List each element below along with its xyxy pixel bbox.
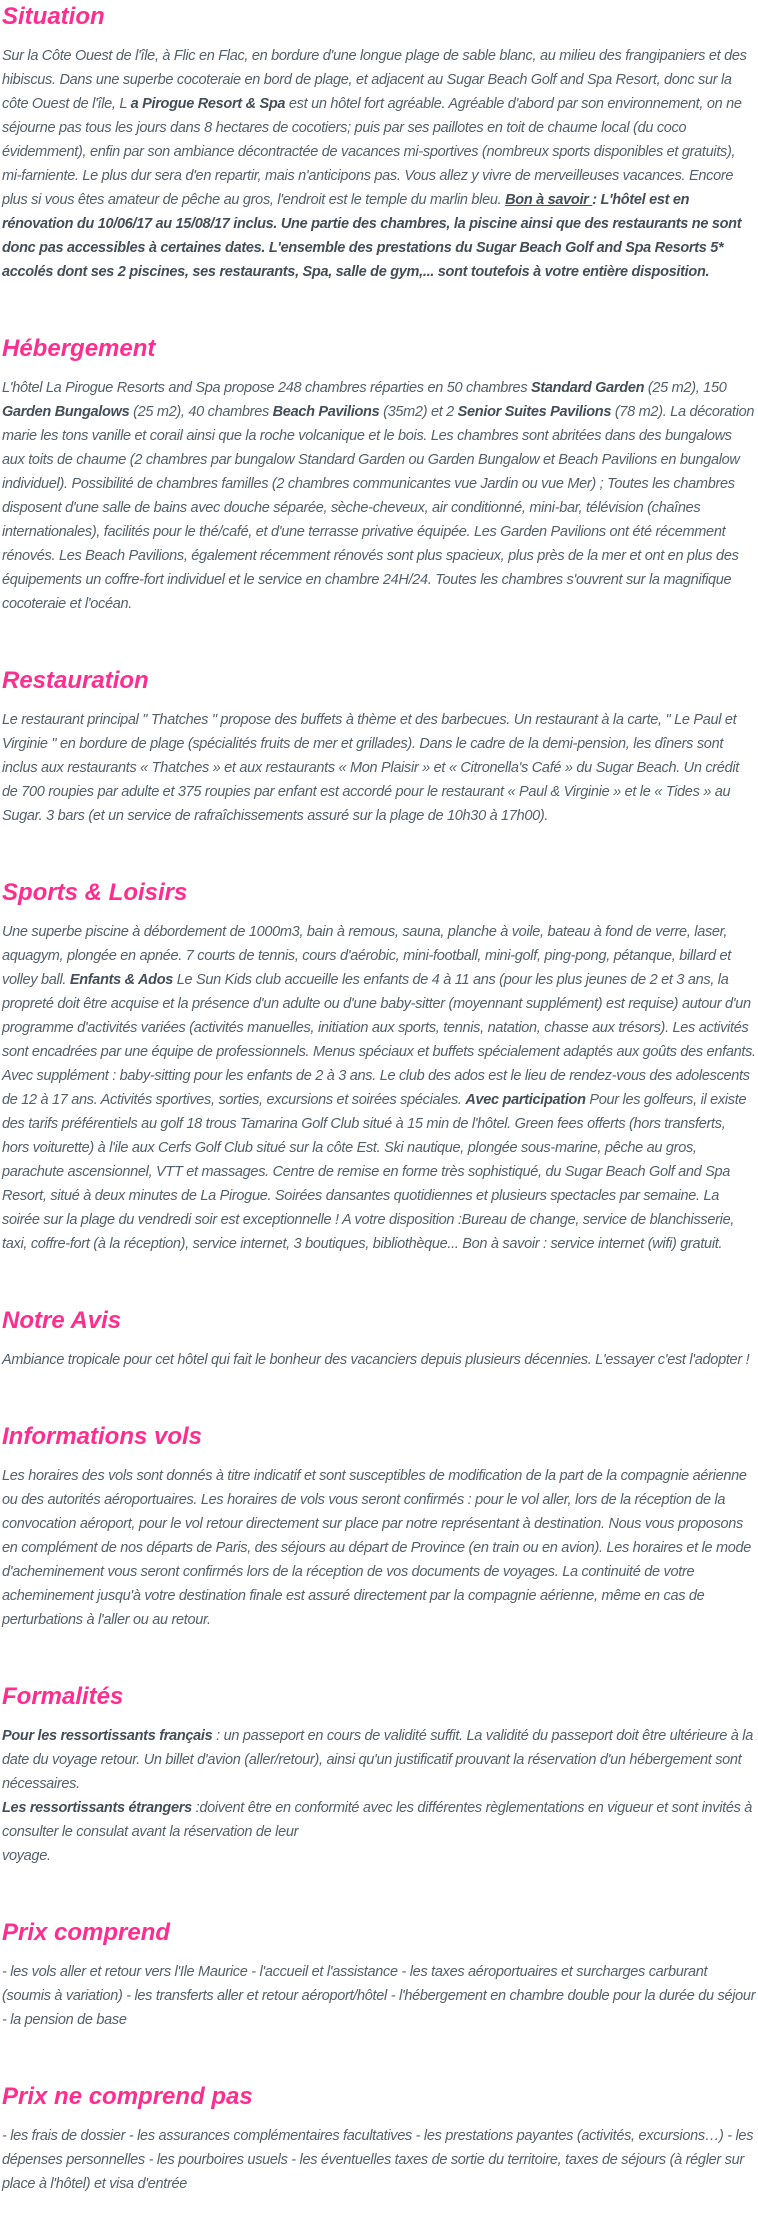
text-run: Le restaurant principal " Thatches " propose des buffets à thème et des barbecues. Un restaurant à la carte, " Le Paul et Virginie " en bordure de plage (spécialités fruits de mer et grillades). Dans le cadre de la demi-pension, les dîners sont inclus aux restaurants « Thatches » et aux restaurants « Mon Plaisir » et « Citronella's Café » du Sugar Beach. Un crédit de 700 roupies par adulte et 375 roupies par enfant est accordé pour le restaurant « Paul & Virginie » et le « Tides » au Sugar. 3 bars (et un service de rafraîchissements assuré sur la plage de 10h30 à 17h00). [2, 712, 739, 824]
section-heading-notre-avis: Notre Avis [2, 1307, 122, 1334]
section-heading-situation: Situation [2, 3, 105, 30]
paragraph [2, 1464, 756, 1632]
text-run: :doivent être en conformité avec les différentes règlementations en vigueur et sont invités à consulter le consulat avant la réservation de leur [2, 1800, 753, 1840]
section-prix-ne-comprend-pas [2, 2084, 756, 2196]
text-run: Pour les ressortissants français [2, 1728, 213, 1744]
section-prix-comprend [2, 1920, 756, 2032]
text-run: - les vols aller et retour vers l'Ile Maurice - l'accueil et l'assistance - les taxes aéroportuaires et surcharges carburant (soumis à variation) - les transferts aller et retour aéroport/hôtel - l'hébergement en chambre double pour la durée du séjour - la pension de base [2, 1964, 756, 2028]
paragraph [2, 2124, 756, 2196]
text-run: - les frais de dossier - les assurances complémentaires facultatives - les prestations payantes (activités, excursions…) - les dépenses personnelles - les pourboires usuels - les éventuelles taxes de sortie du territoire, taxes de séjours (à régler sur place à l'hôtel) et visa d'entrée [2, 2128, 754, 2192]
paragraph [2, 376, 756, 616]
section-heading-prix-ne-comprend-pas: Prix ne comprend pas [2, 2083, 253, 2110]
text-run: Sur la Côte Ouest de l'île, à Flic en Flac, en bordure d'une longue plage de sable blanc, au milieu des frangipaniers et des hibiscus. Dans une superbe cocoteraie en bord de plage, et adjacent au Sugar Beach Golf and Spa Resort, donc sur la côte Ouest de l'île, L [2, 48, 747, 112]
text-run: Bon à savoir [505, 192, 593, 208]
section-heading-prix-comprend: Prix comprend [2, 1919, 171, 1946]
paragraph [2, 1348, 756, 1372]
paragraph [2, 1960, 756, 2032]
text-run: Garden Bungalows [2, 404, 130, 420]
text-run: Ambiance tropicale pour cet hôtel qui fait le bonheur des vacanciers depuis plusieurs décennies. L'essayer c'est l'adopter ! [2, 1352, 750, 1368]
section-restauration [2, 668, 756, 828]
section-situation [2, 4, 756, 284]
text-run: L'hôtel La Pirogue Resorts and Spa propose 248 chambres réparties en 50 chambres [2, 380, 531, 396]
text-run: Les horaires des vols sont donnés à titre indicatif et sont susceptibles de modification de la part de la compagnie aérienne ou des autorités aéroportuaires. Les horaires de vols vous seront confirmés : pour le vol aller, lors de la réception de la convocation aéroport, pour le vol retour directement sur place par notre représentant à destination. Nous vous proposons en complément de nos départs de Paris, des séjours au départ de Province (en train ou en avion). Les horaires et le mode d'acheminement vous seront confirmés lors de la réception de vos documents de voyages. La continuité de votre acheminement jusqu'à votre destination finale est assuré directement par la compagnie aérienne, même en cas de perturbations à l'aller ou au retour. [2, 1468, 752, 1628]
text-run: Senior Suites Pavilions [457, 404, 612, 420]
text-run: (35m2) et 2 [379, 404, 458, 420]
section-formalites [2, 1684, 756, 1868]
text-run: Une superbe piscine à débordement de 1000m3, bain à remous, sauna, planche à voile, bateau à fond de verre, laser, aquagym, plongée en apnée. 7 courts de tennis, cours d'aérobic, mini-football, mini-golf, ping-pong, pétanque, billard et volley ball. [2, 924, 732, 988]
section-heading-restauration: Restauration [2, 667, 149, 694]
paragraph [2, 920, 756, 1256]
text-run: Les ressortissants étrangers [2, 1800, 192, 1816]
text-run: Avec participation [465, 1092, 586, 1108]
text-run: : un passeport en cours de validité suffit. La validité du passeport doit être ultérieure à la date du voyage retour. Un billet d'avion (aller/retour), ainsi qu'un justificatif prouvant la réservation d'un hébergement sont nécessaires. [2, 1728, 753, 1792]
text-run: (25 m2), 150 [644, 380, 727, 396]
section-notre-avis [2, 1308, 756, 1372]
text-run: Enfants & Ados [69, 972, 174, 988]
text-run: voyage. [2, 1848, 51, 1864]
text-run: : L'hôtel est en rénovation du 10/06/17 au 15/08/17 inclus. Une partie des chambres, la piscine ainsi que des restaurants ne sont donc pas accessibles à certaines dates. L'ensemble des prestations du Sugar Beach Golf and Spa Resorts 5* accolés dont ses 2 piscines, ses restaurants, Spa, salle de gym,... sont toutefois à votre entière disposition. [2, 192, 742, 280]
section-heading-formalites: Formalités [2, 1683, 124, 1710]
text-run: est un hôtel fort agréable. Agréable d'abord par son environnement, on ne séjourne pas tous les jours dans 8 hectares de cocotiers; puis par ses paillotes en toit de chaume local (du coco évidemment), enfin par son ambiance décontractée de vacances mi-sportives (nombreux sports disponibles et gratuits), mi-farniente. Le plus dur sera d'en repartir, mais n'anticipons pas. Vous allez y vivre de merveilleuses vacances. Encore plus si vous êtes amateur de pêche au gros, l'endroit est le temple du marlin bleu. [2, 96, 742, 208]
section-heading-hebergement: Hébergement [2, 335, 156, 362]
text-run: Standard Garden [531, 380, 645, 396]
text-run: Beach Pavilions [272, 404, 380, 420]
section-hebergement [2, 336, 756, 616]
section-heading-sports-loisirs: Sports & Loisirs [2, 879, 188, 906]
section-informations-vols [2, 1424, 756, 1632]
content [2, 4, 756, 2196]
text-run: (25 m2), 40 chambres [129, 404, 273, 420]
text-run: (78 m2). La décoration marie les tons vanille et corail ainsi que la roche volcanique et le bois. Les chambres sont abritées dans des bungalows aux toits de chaume (2 chambres par bungalow Standard Garden ou Garden Bungalow et Beach Pavilions en bungalow individuel). Possibilité de chambres familles (2 chambres communicantes vue Jardin ou vue Mer) ; Toutes les chambres disposent d'une salle de bains avec douche séparée, sèche-cheveux, air conditionné, mini-bar, télévision (chaînes internationales), facilités pour le thé/café, et d'une terrasse privative équipée. Les Garden Pavilions ont été récemment rénovés. Les Beach Pavilions, également récemment rénovés sont plus spacieux, plus près de la mer et ont en plus des équipements un coffre-fort individuel et le service en chambre 24H/24. Toutes les chambres s'ouvrent sur la magnifique cocoteraie et l'océan. [2, 404, 755, 612]
text-run: Le Sun Kids club accueille les enfants de 4 à 11 ans (pour les plus jeunes de 2 et 3 ans, la propreté doit être acquise et la présence d'un adulte ou d'une baby-sitter (moyennant supplément) est requise) autour d'un programme d'activités variées (activités manuelles, initiation aux sports, tennis, natation, chasse aux trésors). Les activités sont encadrées par une équipe de professionnels. Menus spéciaux et buffets spécialement adaptés aux goûts des enfants. Avec supplément : baby-sitting pour les enfants de 2 à 3 ans. Le club des ados est le lieu de rendez-vous des adolescents de 12 à 17 ans. Activités sportives, sorties, excursions et soirées spéciales. [2, 972, 756, 1108]
paragraph [2, 44, 756, 284]
section-sports-loisirs [2, 880, 756, 1256]
text-run: a Pirogue Resort & Spa [130, 96, 286, 112]
paragraph [2, 708, 756, 828]
paragraph [2, 1724, 756, 1868]
section-heading-informations-vols: Informations vols [2, 1423, 203, 1450]
text-run: Pour les golfeurs, il existe des tarifs préférentiels au golf 18 trous Tamarina Golf Club situé à 15 min de l'hôtel. Green fees offerts (hors transferts, hors voiturette) à l'ile aux Cerfs Golf Club situé sur la côte Est. Ski nautique, plongée sous-marine, pêche au gros, parachute ascensionnel, VTT et massages. Centre de remise en forme très sophistiqué, du Sugar Beach Golf and Spa Resort, situé à deux minutes de La Pirogue. Soirées dansantes quotidiennes et plusieurs spectacles par semaine. La soirée sur la plage du vendredi soir est exceptionnelle ! A votre disposition :Bureau de change, service de blanchisserie, taxi, coffre-fort (à la réception), service internet, 3 boutiques, bibliothèque... Bon à savoir : service internet (wifi) gratuit. [2, 1092, 747, 1252]
